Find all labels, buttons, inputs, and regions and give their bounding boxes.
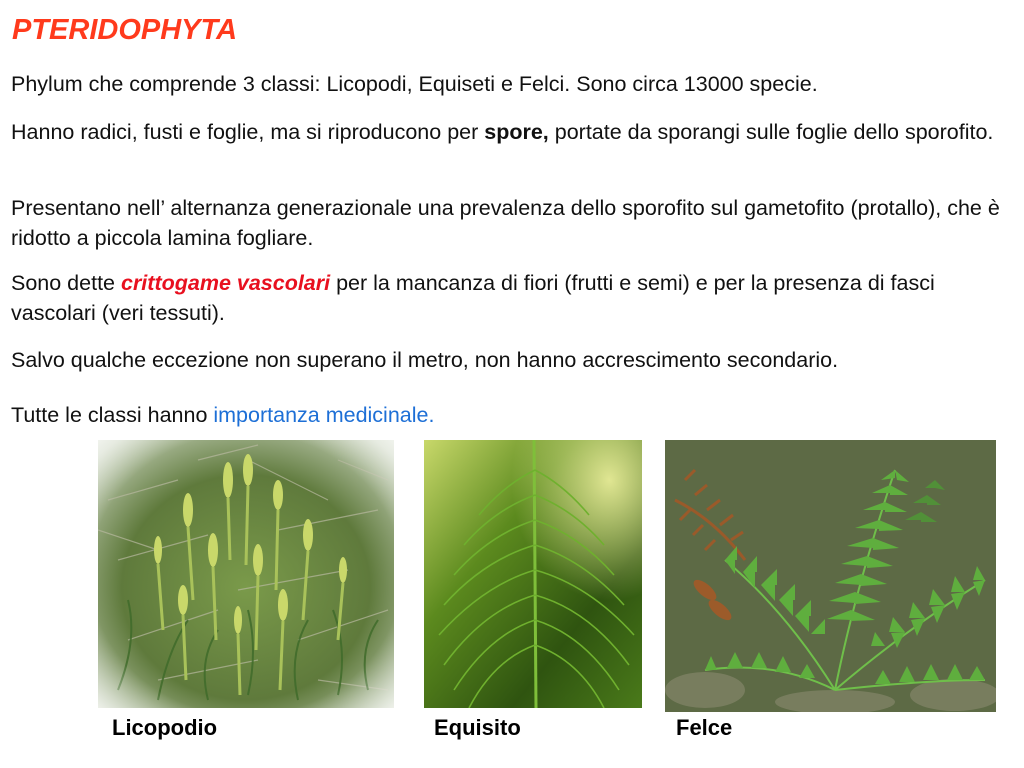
equisito-caption: Equisito: [434, 715, 521, 740]
paragraph-medicinal: [11, 400, 1011, 430]
paragraph-cryptogams-text-b: per la mancanza di fiori (frutti e semi) e per la presenza di fasci vascolari (veri tessuti).: [11, 271, 935, 325]
paragraph-alternation: Presentano nell’ alternanza generazionale una prevalenza dello sporofito sul gametofito (protallo), che è ridotto a piccola lamina fogliare.: [11, 196, 1000, 250]
spore-emphasis: spore,: [484, 120, 549, 144]
licopodio-caption: Licopodio: [112, 715, 218, 740]
paragraph-classes: Phylum che comprende 3 classi: Licopodi, Equiseti e Felci. Sono circa 13000 specie.: [11, 72, 818, 96]
paragraph-cryptogams: [11, 268, 1011, 328]
felce-caption: Felce: [676, 715, 733, 740]
slide-title: PTERIDOPHYTA: [12, 14, 238, 46]
licopodio-photo: [98, 440, 394, 708]
paragraph-reproduction: [11, 117, 1011, 147]
paragraph-reproduction-text-a: Hanno radici, fusti e foglie, ma si riproducono per: [11, 120, 485, 144]
medicinal-emphasis: importanza medicinale.: [213, 403, 435, 427]
paragraph-reproduction-text-b: portate da sporangi sulle foglie dello sporofito.: [548, 120, 994, 144]
equisito-photo: [424, 440, 642, 708]
paragraph-medicinal-text-a: Tutte le classi hanno: [11, 403, 214, 427]
paragraph-size: Salvo qualche eccezione non superano il metro, non hanno accrescimento secondario.: [11, 348, 839, 372]
cryptogams-emphasis: crittogame vascolari: [120, 271, 331, 295]
paragraph-cryptogams-text-a: Sono dette: [11, 271, 121, 295]
felce-photo: [665, 440, 996, 712]
